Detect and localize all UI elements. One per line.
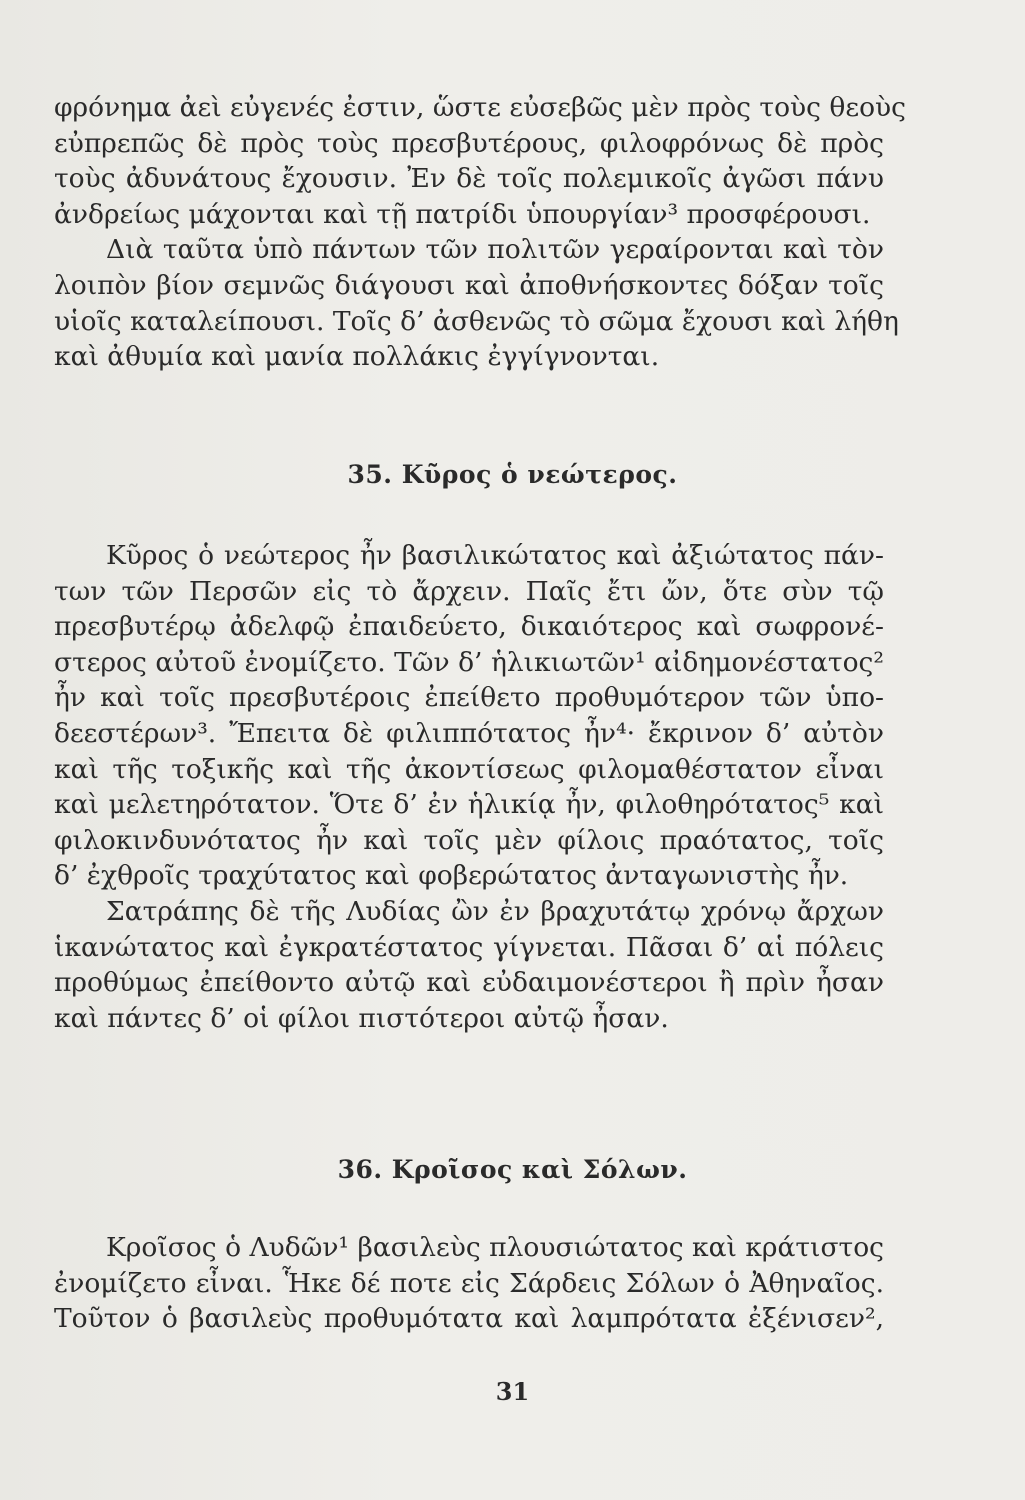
text-line: ἱκανώτατος καὶ ἐγκρατέστατος γίγνεται. Πᾶσαι δ’ αἱ πόλεις bbox=[54, 931, 884, 963]
text-line: δ’ ἐχθροῖς τραχύτατος καὶ φοβερώτατος ἀνταγωνιστὴς ἦν. bbox=[54, 860, 849, 892]
text-line: ἐνομίζετο εἶναι. Ἧκε δέ ποτε εἰς Σάρδεις Σόλων ὁ Ἀθηναῖος. bbox=[54, 1267, 884, 1299]
section-heading-36: 36. Κροῖσος καὶ Σόλων. bbox=[337, 1155, 688, 1184]
text-line: καὶ τῆς τοξικῆς καὶ τῆς ἀκοντίσεως φιλομαθέστατον εἶναι bbox=[54, 753, 884, 785]
text-line: φιλοκινδυνότατος ἦν καὶ τοῖς μὲν φίλοις πραότατος, τοῖς bbox=[54, 824, 884, 856]
text-line: φρόνημα ἀεὶ εὐγενές ἐστιν, ὥστε εὐσεβῶς μὲν πρὸς τοὺς θεοὺς bbox=[54, 92, 907, 123]
text-line: εὐπρεπῶς δὲ πρὸς τοὺς πρεσβυτέρους, φιλοφρόνως δὲ πρὸς bbox=[54, 127, 884, 159]
paragraph-intro bbox=[54, 90, 907, 375]
text-line: Διὰ ταῦτα ὑπὸ πάντων τῶν πολιτῶν γεραίρονται καὶ τὸν bbox=[106, 234, 884, 266]
paragraph-croesus bbox=[54, 1230, 884, 1337]
text-line: προθύμως ἐπείθοντο αὐτῷ καὶ εὐδαιμονέστεροι ἢ πρὶν ἦσαν bbox=[54, 967, 884, 999]
paragraph-cyrus bbox=[54, 538, 884, 1036]
section-heading-35: 35. Κῦρος ὁ νεώτερος. bbox=[347, 460, 678, 489]
text-line: λοιπὸν βίον σεμνῶς διάγουσι καὶ ἀποθνήσκοντες δόξαν τοῖς bbox=[54, 269, 884, 301]
text-line: Τοῦτον ὁ βασιλεὺς προθυμότατα καὶ λαμπρότατα ἐξένισεν², bbox=[54, 1303, 884, 1335]
text-line: δεεστέρων³. Ἔπειτα δὲ φιλιππότατος ἦν⁴· ἔκρινον δ’ αὐτὸν bbox=[54, 717, 884, 749]
text-line: των τῶν Περσῶν εἰς τὸ ἄρχειν. Παῖς ἔτι ὤν, ὅτε σὺν τῷ bbox=[54, 575, 884, 607]
page-number: 31 bbox=[495, 1377, 530, 1406]
text-line: Κῦρος ὁ νεώτερος ἦν βασιλικώτατος καὶ ἀξιώτατος πάν- bbox=[106, 540, 884, 571]
text-line: καὶ μελετηρότατον. Ὅτε δ’ ἐν ἡλικίᾳ ἦν, φιλοθηρότατος⁵ καὶ bbox=[54, 789, 884, 821]
text-line: ἦν καὶ τοῖς πρεσβυτέροις ἐπείθετο προθυμότερον τῶν ὑπο- bbox=[54, 682, 884, 714]
text-line: πρεσβυτέρῳ ἀδελφῷ ἐπαιδεύετο, δικαιότερος καὶ σωφρονέ- bbox=[54, 611, 884, 643]
text-line: Κροῖσος ὁ Λυδῶν¹ βασιλεὺς πλουσιώτατος καὶ κράτιστος bbox=[106, 1232, 884, 1263]
text-line: υἱοῖς καταλείπουσι. Τοῖς δ’ ἀσθενῶς τὸ σῶμα ἔχουσι καὶ λήθη bbox=[54, 305, 899, 337]
text-line: καὶ ἀθυμία καὶ μανία πολλάκις ἐγγίγνονται. bbox=[54, 341, 660, 373]
text-line: ἀνδρείως μάχονται καὶ τῇ πατρίδι ὑπουργίαν³ προσφέρουσι. bbox=[54, 198, 871, 230]
text-line: στερος αὐτοῦ ἐνομίζετο. Τῶν δ’ ἡλικιωτῶν¹ αἰδημονέστατος² bbox=[54, 646, 884, 678]
text-line: καὶ πάντες δ’ οἱ φίλοι πιστότεροι αὐτῷ ἦσαν. bbox=[54, 1002, 669, 1034]
text-line: Σατράπης δὲ τῆς Λυδίας ὢν ἐν βραχυτάτῳ χρόνῳ ἄρχων bbox=[106, 895, 884, 927]
text-line: τοὺς ἀδυνάτους ἔχουσιν. Ἐν δὲ τοῖς πολεμικοῖς ἀγῶσι πάνυ bbox=[54, 163, 884, 195]
